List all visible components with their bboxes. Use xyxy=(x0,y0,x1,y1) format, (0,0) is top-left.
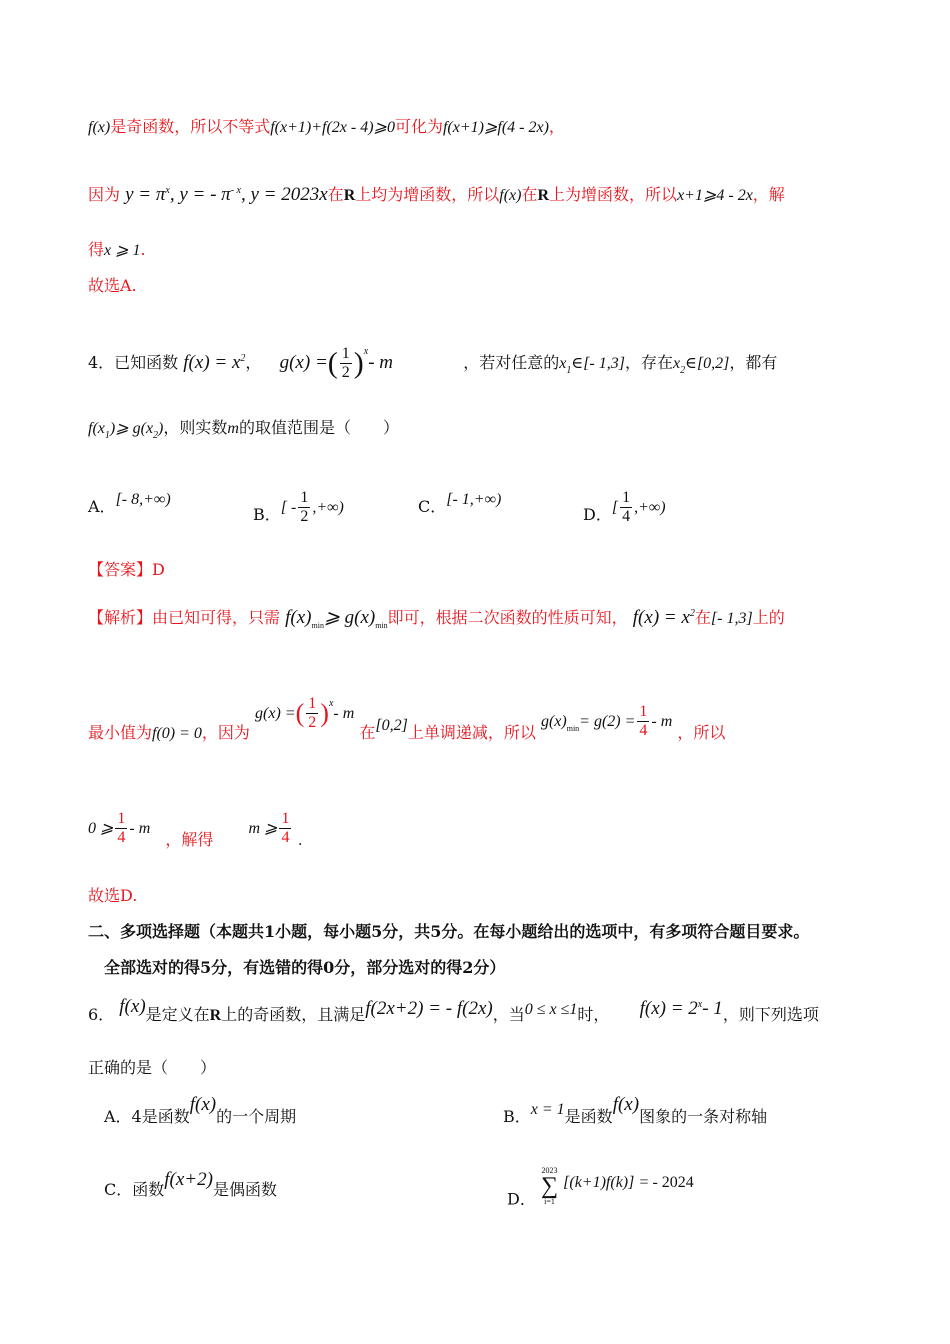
formula: - m xyxy=(651,713,673,730)
text: 是函数 xyxy=(564,1107,613,1126)
summation: 2023 ∑ i=1 xyxy=(540,1166,559,1206)
formula: f(x) xyxy=(88,119,111,136)
option-label: A．4是函数 xyxy=(104,1107,190,1126)
s3-line1 xyxy=(88,117,565,138)
text: 时， xyxy=(577,1005,610,1024)
formula: f(x) xyxy=(499,187,522,204)
option-label: B． xyxy=(253,505,281,524)
exponent: 2 xyxy=(689,608,695,619)
formula: )⩾ g(x xyxy=(109,420,154,437)
text: 的取值范围是（ ） xyxy=(238,418,399,437)
text: ， xyxy=(548,117,565,136)
q4-option-c[interactable] xyxy=(418,491,502,518)
q6-option-c[interactable] xyxy=(104,1169,277,1200)
text: 最小值为 xyxy=(88,723,153,742)
q4-option-a[interactable] xyxy=(88,491,171,518)
text: ，所以 xyxy=(677,723,726,742)
exponent: x xyxy=(328,698,334,709)
text: 由已知可得，只需 xyxy=(152,608,281,627)
formula: x xyxy=(673,355,681,372)
subscript: min xyxy=(566,724,580,733)
option-label: C． xyxy=(418,497,447,516)
text: ，当 xyxy=(492,1005,525,1024)
text: ，存在 xyxy=(624,353,673,372)
fraction: $\frac{1}{4}$ xyxy=(639,703,648,739)
formula: [ xyxy=(611,499,619,516)
question-number: 6． xyxy=(88,1005,115,1024)
formula: 0 ≤ x ≤1 xyxy=(524,1001,578,1018)
formula: f(x+1)⩾f(4 - 2x) xyxy=(442,119,549,136)
q4-option-b[interactable] xyxy=(253,489,344,534)
formula: - m xyxy=(129,820,151,837)
q4-option-d[interactable] xyxy=(583,489,666,534)
fraction: $\frac{1}{2}$ xyxy=(300,489,309,525)
q4-stem-line2 xyxy=(88,418,399,441)
paren: ( xyxy=(295,698,305,728)
option-label: B． xyxy=(503,1107,531,1126)
formula: f(2x+2) = - f(2x) xyxy=(365,998,493,1019)
formula: , y = 2023x xyxy=(240,184,328,205)
formula: - m xyxy=(368,352,394,373)
section-title-line2: 全部选对的得5分，有选错的得0分，部分选对的得2分） xyxy=(104,958,506,977)
formula: f(x) xyxy=(285,607,312,628)
formula: [0,2] xyxy=(375,717,408,734)
formula: g(x) = xyxy=(279,352,328,373)
formula: = - 2024 xyxy=(639,1173,694,1191)
variable: m xyxy=(227,420,239,437)
formula: f(x) = x xyxy=(632,607,690,628)
paren: ( xyxy=(327,346,338,380)
text: ，则实数 xyxy=(163,418,228,437)
formula: ,+∞) xyxy=(634,499,666,516)
formula: . xyxy=(298,832,303,849)
text: 在 xyxy=(694,608,711,627)
q6-stem-line2: 正确的是（ ） xyxy=(88,1058,217,1077)
text: 因为 xyxy=(88,185,121,204)
q6-stem xyxy=(88,996,819,1028)
formula: f(x xyxy=(88,420,105,437)
subscript: min xyxy=(375,621,388,630)
exponent: x xyxy=(363,346,369,357)
answer-value: D xyxy=(152,560,165,579)
real-set: R xyxy=(537,187,550,204)
text: ， xyxy=(245,353,262,372)
text: 上的 xyxy=(752,608,785,627)
option-label: A． xyxy=(88,497,116,516)
fraction: $\frac{1}{2}$ xyxy=(341,345,350,381)
formula: = g(2) = xyxy=(579,713,636,730)
formula: g(x) xyxy=(540,713,567,730)
formula: f(x) xyxy=(119,996,146,1017)
answer-tag: 【答案】 xyxy=(88,560,153,579)
text: ，则下列选项 xyxy=(722,1005,819,1024)
text: 图象的一条对称轴 xyxy=(639,1107,768,1126)
text: 在 xyxy=(359,723,376,742)
real-set: R xyxy=(343,187,356,204)
text: 是奇函数，所以不等式 xyxy=(110,117,271,136)
text: 是偶函数 xyxy=(212,1180,277,1199)
formula: [- 8,+∞) xyxy=(115,491,171,508)
fraction: $\frac{1}{4}$ xyxy=(622,489,631,525)
text: 在 xyxy=(327,185,344,204)
text: 上单调递减，所以 xyxy=(407,723,536,742)
option-label: D． xyxy=(507,1189,536,1209)
formula: x ⩾ 1 xyxy=(104,242,141,259)
formula: g(x) = xyxy=(255,705,296,722)
real-set: R xyxy=(209,1007,222,1024)
formula: f(0) = 0 xyxy=(152,725,202,742)
text: ，都有 xyxy=(729,353,778,372)
text: 在 xyxy=(521,185,538,204)
formula: f(x) = 2 xyxy=(639,998,698,1019)
text: ，若对任意的 xyxy=(463,353,560,372)
q6-option-a[interactable] xyxy=(104,1094,297,1127)
fraction: $\frac{1}{4}$ xyxy=(117,810,126,846)
subscript: min xyxy=(311,621,324,630)
formula: x+1⩾4 - 2x xyxy=(677,187,753,204)
question-number: 4．已知函数 xyxy=(88,353,179,372)
subscript: 1 xyxy=(104,430,110,441)
option-label: C．函数 xyxy=(104,1180,165,1199)
s3-line3 xyxy=(88,240,146,261)
subscript: 1 xyxy=(566,365,572,376)
formula: ,+∞) xyxy=(312,499,344,516)
fraction: $\frac{1}{2}$ xyxy=(308,695,317,731)
fraction: $\frac{1}{4}$ xyxy=(281,810,290,846)
analysis-tag: 【解析】 xyxy=(88,608,153,627)
q6-option-d[interactable] xyxy=(507,1166,694,1220)
formula: [ - xyxy=(280,499,297,516)
formula: [(k+1)f(k)] xyxy=(563,1173,635,1191)
s3-conclusion: 故选A. xyxy=(88,276,137,295)
text: ，解 xyxy=(752,185,785,204)
option-label: D． xyxy=(583,505,612,524)
exponent: x xyxy=(165,185,170,196)
q4-conclusion: 故选D. xyxy=(88,886,138,905)
q4-analysis-line2 xyxy=(88,695,726,752)
text: 上的奇函数，且满足 xyxy=(221,1005,366,1024)
formula: ) xyxy=(158,420,164,437)
paren: ) xyxy=(353,346,364,380)
text: 的一个周期 xyxy=(216,1107,297,1126)
formula: - 1 xyxy=(702,998,723,1019)
formula: f(x) xyxy=(189,1094,217,1115)
text: 可化为 xyxy=(394,117,443,136)
formula: ∈[0,2] xyxy=(685,355,730,372)
q6-option-b[interactable] xyxy=(503,1094,768,1128)
subscript: 2 xyxy=(153,430,159,441)
text: 是定义在 xyxy=(145,1005,210,1024)
formula: x = 1 xyxy=(530,1101,565,1118)
formula: , y = - π xyxy=(169,184,231,205)
section-title: 二、多项选择题（本题共1小题，每小题5分，共5分。在每小题给出的选项中，有多项符合题目要求。 xyxy=(88,922,810,941)
exponent: - x xyxy=(230,185,241,196)
exponent: x xyxy=(697,999,703,1010)
s3-line2 xyxy=(88,185,785,208)
exponent: 2 xyxy=(240,353,246,364)
text: 上均为增函数，所以 xyxy=(355,185,500,204)
formula: ⩾ g(x) xyxy=(323,607,376,628)
formula: f(x) = x xyxy=(183,352,241,373)
formula: x xyxy=(559,355,567,372)
formula: - m xyxy=(333,705,355,722)
q4-analysis-line1 xyxy=(88,608,785,631)
formula: m ⩾ xyxy=(248,820,278,837)
formula: y = π xyxy=(125,184,166,205)
formula: f(x+1)+f(2x - 4)⩾0 xyxy=(270,119,395,136)
paren: ) xyxy=(320,698,329,728)
q4-stem xyxy=(88,345,777,382)
formula: f(x) xyxy=(612,1094,640,1115)
formula: ∈[- 1,3] xyxy=(571,355,625,372)
text: 上为增函数，所以 xyxy=(549,185,678,204)
formula: f(x+2) xyxy=(164,1169,213,1190)
text: ，因为 xyxy=(201,723,250,742)
formula: 0 ⩾ xyxy=(88,820,114,837)
formula: [- 1,3] xyxy=(710,610,753,627)
subscript: 2 xyxy=(680,365,686,376)
q4-answer xyxy=(88,560,165,580)
text: . xyxy=(140,240,146,259)
formula: [- 1,+∞) xyxy=(446,491,502,508)
q4-analysis-line3 xyxy=(88,810,303,859)
text: ，解得 xyxy=(165,830,214,849)
text: 即可，根据二次函数的性质可知， xyxy=(387,608,628,627)
text: 得 xyxy=(88,240,105,259)
